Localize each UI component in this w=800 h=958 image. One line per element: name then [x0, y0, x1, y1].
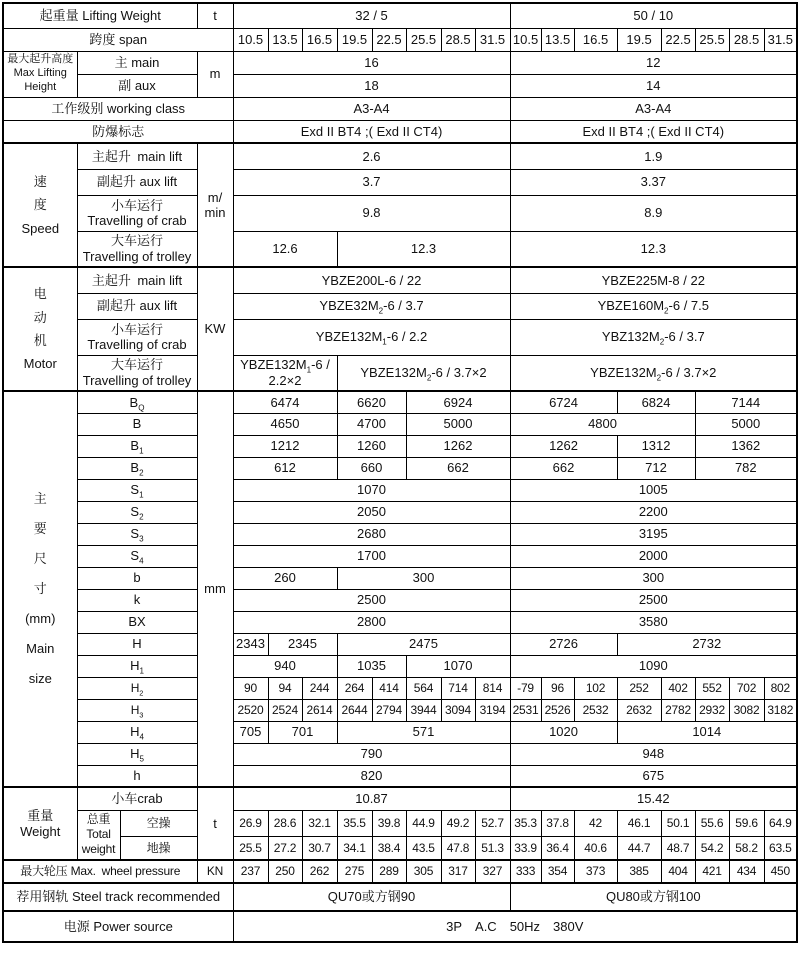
row-speed-travelling-of-crab	[3, 195, 797, 231]
value-cell: 262	[302, 860, 337, 883]
row-label: 小车crab	[77, 787, 197, 810]
value-cell: 94	[268, 677, 302, 699]
row-label: $S_3$	[77, 523, 197, 545]
value-cell: 414	[372, 677, 406, 699]
value-cell: 19.5	[617, 28, 661, 51]
value-cell: 59.6	[729, 810, 764, 836]
value-cell: 373	[574, 860, 617, 883]
row-label: 重量 Weight	[3, 787, 77, 860]
value-cell: 6620	[337, 391, 406, 413]
value-cell: 4700	[337, 413, 406, 435]
row-max-lifting-height-aux	[3, 74, 797, 97]
value-cell: 38.4	[372, 836, 406, 860]
value-cell: 317	[441, 860, 475, 883]
value-cell: 2644	[337, 699, 372, 721]
value-cell: 50.1	[661, 810, 695, 836]
value-cell: $YBZE132M_1-6$ / 2.2×2	[233, 355, 337, 391]
value-cell: 54.2	[695, 836, 729, 860]
value-cell: 8.9	[510, 195, 797, 231]
value-cell: 2614	[302, 699, 337, 721]
value-cell: 260	[233, 567, 337, 589]
value-cell: 385	[617, 860, 661, 883]
row-motor-travelling-of-trolley	[3, 355, 797, 391]
row-label: B	[77, 413, 197, 435]
unit-label: mm	[197, 391, 233, 787]
value-cell: 10.87	[233, 787, 510, 810]
value-cell: 7144	[695, 391, 797, 413]
value-cell: 552	[695, 677, 729, 699]
value-cell: 32 / 5	[233, 3, 510, 28]
value-cell: 2632	[617, 699, 661, 721]
unit-label: m/ min	[197, 143, 233, 267]
value-cell: 47.8	[441, 836, 475, 860]
row-weight-crab	[3, 787, 797, 810]
row-label: $B_Q$	[77, 391, 197, 413]
crane-spec-table	[2, 2, 798, 943]
value-cell: 3580	[510, 611, 797, 633]
value-cell: 571	[337, 721, 510, 743]
row-size-bq	[3, 391, 797, 413]
row-steel-track-recommended	[3, 883, 797, 911]
value-cell: 712	[617, 457, 695, 479]
value-cell: 49.2	[441, 810, 475, 836]
value-cell: 63.5	[764, 836, 797, 860]
value-cell: 1070	[233, 479, 510, 501]
value-cell: 289	[372, 860, 406, 883]
value-cell: 42	[574, 810, 617, 836]
row-motor-travelling-of-crab	[3, 319, 797, 355]
value-cell: 2531	[510, 699, 541, 721]
value-cell: 34.1	[337, 836, 372, 860]
row-label: $H_4$	[77, 721, 197, 743]
value-cell: 402	[661, 677, 695, 699]
value-cell: -79	[510, 677, 541, 699]
row-label: h	[77, 765, 197, 787]
value-cell: 2932	[695, 699, 729, 721]
value-cell: 305	[406, 860, 441, 883]
value-cell: 10.5	[233, 28, 268, 51]
row-label: $S_4$	[77, 545, 197, 567]
value-cell: 50 / 10	[510, 3, 797, 28]
value-cell: 3094	[441, 699, 475, 721]
value-cell: 1312	[617, 435, 695, 457]
value-cell: 2732	[617, 633, 797, 655]
row-label: 大车运行 Travelling of trolley	[77, 231, 197, 267]
value-cell: 3.7	[233, 169, 510, 195]
row-label: 最大起升高度 Max Lifting Height	[3, 51, 77, 97]
value-cell: 16.5	[302, 28, 337, 51]
value-cell: 44.7	[617, 836, 661, 860]
value-cell: 250	[268, 860, 302, 883]
value-cell: 55.6	[695, 810, 729, 836]
value-cell: 275	[337, 860, 372, 883]
value-cell: 5000	[695, 413, 797, 435]
value-cell: 64.9	[764, 810, 797, 836]
value-cell: 1212	[233, 435, 337, 457]
row-label: $S_1$	[77, 479, 197, 501]
row-size-h1	[3, 655, 797, 677]
value-cell: 564	[406, 677, 441, 699]
value-cell: 4650	[233, 413, 337, 435]
value-cell: 22.5	[661, 28, 695, 51]
value-cell: 28.5	[441, 28, 475, 51]
row-size-k	[3, 589, 797, 611]
value-cell: 16	[233, 51, 510, 74]
value-cell: 25.5	[406, 28, 441, 51]
value-cell: 12	[510, 51, 797, 74]
value-cell: 2050	[233, 501, 510, 523]
row-label: 地操	[120, 836, 197, 860]
value-cell: 948	[510, 743, 797, 765]
row-label: 副起升 aux lift	[77, 293, 197, 319]
row-size-h3	[3, 699, 797, 721]
value-cell: 43.5	[406, 836, 441, 860]
value-cell: 702	[729, 677, 764, 699]
value-cell: 90	[233, 677, 268, 699]
value-cell: 31.5	[475, 28, 510, 51]
value-cell: 2475	[337, 633, 510, 655]
value-cell: 28.5	[729, 28, 764, 51]
row-label: $H_5$	[77, 743, 197, 765]
value-cell: 300	[337, 567, 510, 589]
row-size-s1	[3, 479, 797, 501]
row-label: H	[77, 633, 197, 655]
value-cell: 33.9	[510, 836, 541, 860]
value-cell: 3194	[475, 699, 510, 721]
value-cell: 46.1	[617, 810, 661, 836]
row-size-s3	[3, 523, 797, 545]
value-cell: 790	[233, 743, 510, 765]
value-cell: 1020	[510, 721, 617, 743]
value-cell: 39.8	[372, 810, 406, 836]
value-cell: 2.6	[233, 143, 510, 169]
value-cell: 612	[233, 457, 337, 479]
value-cell: 48.7	[661, 836, 695, 860]
row-size-h4	[3, 721, 797, 743]
value-cell: 35.5	[337, 810, 372, 836]
row-label: 主起升 main lift	[77, 143, 197, 169]
value-cell: A3-A4	[233, 97, 510, 120]
row-weight-total-ground	[3, 836, 797, 860]
value-cell: 300	[510, 567, 797, 589]
value-cell: 2343	[233, 633, 268, 655]
value-cell: $YBZE132M_2-6 / 3.7\times 2$	[337, 355, 510, 391]
value-cell: $YBZE160M_2-6 / 7.5$	[510, 293, 797, 319]
value-cell: 27.2	[268, 836, 302, 860]
value-cell: 2000	[510, 545, 797, 567]
value-cell: 22.5	[372, 28, 406, 51]
value-cell: 662	[510, 457, 617, 479]
value-cell: QU80或方钢100	[510, 883, 797, 911]
row-label: $B_1$	[77, 435, 197, 457]
row-speed-main-lift	[3, 143, 797, 169]
value-cell: 15.42	[510, 787, 797, 810]
unit-label: t	[197, 787, 233, 860]
row-size-b1	[3, 435, 797, 457]
value-cell: 12.3	[337, 231, 510, 267]
row-label: 大车运行 Travelling of trolley	[77, 355, 197, 391]
value-cell: 5000	[406, 413, 510, 435]
row-label: k	[77, 589, 197, 611]
value-cell: 1035	[337, 655, 406, 677]
value-cell: 6474	[233, 391, 337, 413]
value-cell: 19.5	[337, 28, 372, 51]
value-cell: 2345	[268, 633, 337, 655]
value-cell: 1362	[695, 435, 797, 457]
value-cell: 2532	[574, 699, 617, 721]
unit-label: m	[197, 51, 233, 97]
row-label: $H_2$	[77, 677, 197, 699]
value-cell: $YBZE32M_2-6 / 3.7$	[233, 293, 510, 319]
value-cell: 3944	[406, 699, 441, 721]
row-max-wheel-pressure	[3, 860, 797, 883]
value-cell: 1005	[510, 479, 797, 501]
unit-label: KW	[197, 267, 233, 391]
value-cell: 2526	[541, 699, 574, 721]
value-cell: 12.3	[510, 231, 797, 267]
row-speed-travelling-of-trolley	[3, 231, 797, 267]
row-size-b-rail	[3, 567, 797, 589]
value-cell: 102	[574, 677, 617, 699]
value-cell: 705	[233, 721, 268, 743]
section-label: 主 要 尺 寸 (mm) Main size	[3, 391, 77, 787]
value-cell: 2500	[233, 589, 510, 611]
value-cell: 40.6	[574, 836, 617, 860]
value-cell: 264	[337, 677, 372, 699]
row-power-source	[3, 911, 797, 942]
value-cell: 18	[233, 74, 510, 97]
value-cell: 3.37	[510, 169, 797, 195]
row-size-s4	[3, 545, 797, 567]
value-cell: 252	[617, 677, 661, 699]
row-label: 小车运行 Travelling of crab	[77, 195, 197, 231]
value-cell: 37.8	[541, 810, 574, 836]
row-speed-aux-lift	[3, 169, 797, 195]
row-label: $B_2$	[77, 457, 197, 479]
row-motor-main-lift	[3, 267, 797, 293]
unit-label: t	[197, 3, 233, 28]
row-motor-aux-lift	[3, 293, 797, 319]
value-cell: 3082	[729, 699, 764, 721]
value-cell: 2800	[233, 611, 510, 633]
value-cell: $YBZ132M_2-6 / 3.7$	[510, 319, 797, 355]
value-cell: Exd II BT4 ;( Exd II CT4)	[233, 120, 510, 143]
section-label: 电 动 机 Motor	[3, 267, 77, 391]
row-label: 主起升 main lift	[77, 267, 197, 293]
value-cell: 404	[661, 860, 695, 883]
value-cell: 16.5	[574, 28, 617, 51]
section-label: 速 度 Speed	[3, 143, 77, 267]
row-lifting-weight	[3, 3, 797, 28]
value-cell: 35.3	[510, 810, 541, 836]
value-cell: 3182	[764, 699, 797, 721]
row-size-s2	[3, 501, 797, 523]
value-cell: 662	[406, 457, 510, 479]
value-cell: 814	[475, 677, 510, 699]
value-cell: 25.5	[695, 28, 729, 51]
value-cell: YBZE225M-8 / 22	[510, 267, 797, 293]
row-label: 总重 Total weight	[77, 810, 120, 860]
row-label: 起重量 Lifting Weight	[3, 3, 197, 28]
value-cell: 2520	[233, 699, 268, 721]
value-cell: 3195	[510, 523, 797, 545]
value-cell: 52.7	[475, 810, 510, 836]
row-size-b2	[3, 457, 797, 479]
value-cell: 782	[695, 457, 797, 479]
value-cell: 675	[510, 765, 797, 787]
row-explosion-proof-mark	[3, 120, 797, 143]
value-cell: 1262	[406, 435, 510, 457]
value-cell: 450	[764, 860, 797, 883]
value-cell: 421	[695, 860, 729, 883]
row-size-h2	[3, 677, 797, 699]
value-cell: Exd II BT4 ;( Exd II CT4)	[510, 120, 797, 143]
value-cell: 4800	[510, 413, 695, 435]
value-cell: 36.4	[541, 836, 574, 860]
value-cell: 6924	[406, 391, 510, 413]
value-cell: YBZE200L-6 / 22	[233, 267, 510, 293]
value-cell: 1090	[510, 655, 797, 677]
value-cell: 51.3	[475, 836, 510, 860]
value-cell: 1.9	[510, 143, 797, 169]
value-cell: 714	[441, 677, 475, 699]
value-cell: 9.8	[233, 195, 510, 231]
value-cell: 44.9	[406, 810, 441, 836]
value-cell: 14	[510, 74, 797, 97]
value-cell: 6824	[617, 391, 695, 413]
value-cell: 2782	[661, 699, 695, 721]
spec-table-body	[3, 3, 797, 942]
value-cell: 1262	[510, 435, 617, 457]
row-label: 电源 Power source	[3, 911, 233, 942]
value-cell: A3-A4	[510, 97, 797, 120]
row-max-lifting-height-main	[3, 51, 797, 74]
value-cell: 1700	[233, 545, 510, 567]
value-cell: 2726	[510, 633, 617, 655]
value-cell: 13.5	[268, 28, 302, 51]
value-cell: 802	[764, 677, 797, 699]
value-cell: 820	[233, 765, 510, 787]
value-cell: 2680	[233, 523, 510, 545]
value-cell: 32.1	[302, 810, 337, 836]
row-label: 防爆标志	[3, 120, 233, 143]
row-label: 荐用钢轨 Steel track recommended	[3, 883, 233, 911]
value-cell: 354	[541, 860, 574, 883]
row-label: $S_2$	[77, 501, 197, 523]
row-size-h-low	[3, 765, 797, 787]
value-cell: 28.6	[268, 810, 302, 836]
value-cell: 2500	[510, 589, 797, 611]
value-cell: 701	[268, 721, 337, 743]
value-cell: 2524	[268, 699, 302, 721]
row-label: $H_3$	[77, 699, 197, 721]
value-cell: 434	[729, 860, 764, 883]
value-cell: 1070	[406, 655, 510, 677]
value-cell: $YBZE132M_1-6 / 2.2$	[233, 319, 510, 355]
row-label: 小车运行 Travelling of crab	[77, 319, 197, 355]
value-cell: 10.5	[510, 28, 541, 51]
row-label: b	[77, 567, 197, 589]
unit-label: KN	[197, 860, 233, 883]
value-cell: 2794	[372, 699, 406, 721]
value-cell: 25.5	[233, 836, 268, 860]
value-cell: 237	[233, 860, 268, 883]
value-cell: 940	[233, 655, 337, 677]
row-label: 跨度 span	[3, 28, 233, 51]
value-cell: 1014	[617, 721, 797, 743]
row-label: 空操	[120, 810, 197, 836]
value-cell: 96	[541, 677, 574, 699]
value-cell: 2200	[510, 501, 797, 523]
value-cell: 13.5	[541, 28, 574, 51]
value-cell: 244	[302, 677, 337, 699]
row-size-b	[3, 413, 797, 435]
value-cell: 1260	[337, 435, 406, 457]
value-cell: 58.2	[729, 836, 764, 860]
value-cell: 333	[510, 860, 541, 883]
row-weight-total-empty-cab	[3, 810, 797, 836]
row-working-class	[3, 97, 797, 120]
value-cell: QU70或方钢90	[233, 883, 510, 911]
row-label: 主 main	[77, 51, 197, 74]
row-label: 副起升 aux lift	[77, 169, 197, 195]
value-cell: 327	[475, 860, 510, 883]
row-label: BX	[77, 611, 197, 633]
value-cell: 660	[337, 457, 406, 479]
row-size-h-cap	[3, 633, 797, 655]
value-cell: 30.7	[302, 836, 337, 860]
row-label: 工作级别 working class	[3, 97, 233, 120]
value-cell: 3P A.C 50Hz 380V	[233, 911, 797, 942]
row-span	[3, 28, 797, 51]
value-cell: 26.9	[233, 810, 268, 836]
row-label: 副 aux	[77, 74, 197, 97]
row-size-bx	[3, 611, 797, 633]
value-cell: 12.6	[233, 231, 337, 267]
row-label: 最大轮压 Max. wheel pressure	[3, 860, 197, 883]
value-cell: 31.5	[764, 28, 797, 51]
row-size-h5	[3, 743, 797, 765]
value-cell: 6724	[510, 391, 617, 413]
value-cell: $YBZE132M_2-6 / 3.7\times 2$	[510, 355, 797, 391]
row-label: $H_1$	[77, 655, 197, 677]
